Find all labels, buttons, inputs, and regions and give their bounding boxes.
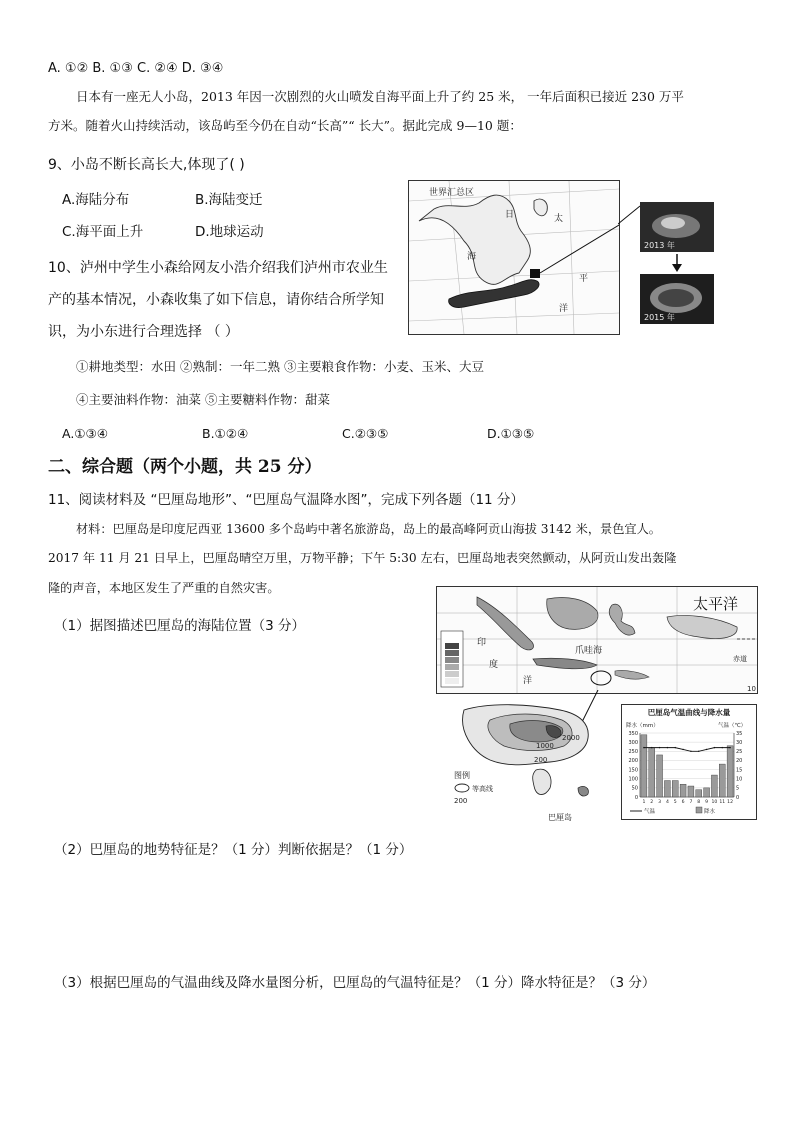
legend-precip-swatch bbox=[696, 807, 702, 813]
temp-point-9 bbox=[706, 749, 707, 750]
photo-2015-label: 2015 年 bbox=[644, 313, 675, 322]
photo-2013-label: 2013 年 bbox=[644, 241, 675, 250]
legend-value: 200 bbox=[454, 797, 468, 805]
contour-200-label: 200 bbox=[534, 756, 548, 764]
climate-chart-svg bbox=[622, 705, 756, 819]
q10-option-c[interactable]: C.②③⑤ bbox=[342, 426, 389, 441]
y-tick-50: 50 bbox=[631, 785, 638, 792]
precip-bar-5 bbox=[672, 781, 678, 797]
q11-stem: 11、阅读材料及 “巴厘岛地形”、“巴厘岛气温降水图”，完成下列各题（11 分） bbox=[48, 492, 524, 508]
bali-climate-chart bbox=[621, 704, 757, 820]
svg-text:洋: 洋 bbox=[559, 304, 569, 314]
contour-2000-label: 2000 bbox=[562, 734, 580, 742]
volcano-photos bbox=[618, 198, 718, 328]
precip-bar-1 bbox=[641, 735, 647, 797]
temp-point-8 bbox=[698, 751, 699, 752]
indonesia-map-drawing bbox=[437, 587, 757, 693]
y2-tick-0: 0 bbox=[736, 794, 740, 801]
y-tick-200: 200 bbox=[628, 758, 638, 765]
contour-1000-label: 1000 bbox=[536, 742, 554, 750]
q9-option-b[interactable]: B.海陆变迁 bbox=[195, 192, 263, 208]
temp-point-7 bbox=[690, 751, 691, 752]
temp-point-12 bbox=[729, 747, 730, 748]
legend-item: 等高线 bbox=[472, 785, 493, 793]
y2-tick-20: 20 bbox=[736, 758, 743, 765]
svg-text:日: 日 bbox=[505, 210, 515, 220]
section2-title: 二、综合题（两个小题，共 25 分） bbox=[48, 457, 322, 477]
precip-bar-3 bbox=[657, 755, 663, 797]
indian-ocean-label-1: 印 bbox=[477, 638, 487, 648]
bali-name-label: 巴厘岛 bbox=[548, 813, 572, 822]
y-tick-150: 150 bbox=[628, 767, 638, 774]
month-label-3: 3 bbox=[658, 800, 662, 805]
temp-point-10 bbox=[714, 747, 715, 748]
q8-options: A. ①② B. ①③ C. ②④ D. ③④ bbox=[48, 61, 224, 76]
month-label-1: 1 bbox=[642, 800, 646, 805]
japan-map-drawing bbox=[409, 181, 619, 334]
month-label-8: 8 bbox=[697, 800, 701, 805]
precip-bar-2 bbox=[649, 748, 655, 797]
southern-peninsula bbox=[533, 769, 551, 794]
q9-stem: 9、小岛不断长高长大,体现了( ) bbox=[48, 157, 245, 173]
indonesia-region-map bbox=[436, 586, 758, 694]
precip-bar-9 bbox=[704, 788, 710, 797]
temp-point-4 bbox=[667, 747, 668, 748]
q9-option-d[interactable]: D.地球运动 bbox=[195, 224, 264, 240]
svg-text:海: 海 bbox=[467, 252, 477, 262]
q11-sub2: （2）巴厘岛的地势特征是？（1 分）判断依据是？（1 分） bbox=[54, 842, 413, 858]
contour-legend-icon bbox=[455, 784, 469, 792]
java-sea-label: 爪哇海 bbox=[575, 646, 603, 656]
pacific-label: 太平洋 bbox=[693, 595, 739, 613]
island-material-line2: 方米。随着火山持续活动，该岛屿至今仍在自动“长高”“ 长大”。据此完成 9—10 题： bbox=[48, 118, 522, 133]
q10-line2: 产的基本情况，小森收集了如下信息，请你结合所学知 bbox=[48, 292, 384, 308]
y-tick-250: 250 bbox=[628, 749, 638, 756]
q10-option-a[interactable]: A.①③④ bbox=[62, 426, 108, 441]
precip-bar-4 bbox=[664, 781, 670, 797]
y-tick-350: 350 bbox=[628, 730, 638, 737]
y2-tick-30: 30 bbox=[736, 739, 743, 746]
y2-tick-35: 35 bbox=[736, 730, 743, 737]
q11-material-line3: 隆的声音，本地区发生了严重的自然灾害。 bbox=[48, 581, 280, 595]
y2-tick-5: 5 bbox=[736, 785, 740, 792]
month-label-6: 6 bbox=[681, 800, 685, 805]
precip-bar-7 bbox=[688, 786, 694, 797]
temp-point-3 bbox=[659, 747, 660, 748]
indian-ocean-label-2: 度 bbox=[489, 660, 499, 670]
chart-title: 巴厘岛气温曲线与降水量 bbox=[647, 708, 731, 717]
equator-label: 赤道 bbox=[733, 655, 747, 663]
temp-point-1 bbox=[643, 747, 644, 748]
month-label-11: 11 bbox=[719, 800, 726, 805]
legend-temp-label: 气温 bbox=[644, 809, 656, 815]
month-label-9: 9 bbox=[705, 800, 709, 805]
month-label-7: 7 bbox=[689, 800, 693, 805]
q9-option-c[interactable]: C.海平面上升 bbox=[62, 224, 144, 240]
island-material-line1: 日本有一座无人小岛，2013 年因一次剧烈的火山喷发自海平面上升了约 25 米， 一年后面积已接近 230 万平 bbox=[76, 89, 684, 104]
q10-line1: 10、泸州中学生小森给网友小浩介绍我们泸州市农业生 bbox=[48, 260, 388, 276]
q10-option-b[interactable]: B.①②④ bbox=[202, 426, 249, 441]
month-label-12: 12 bbox=[727, 800, 734, 805]
svg-text:太: 太 bbox=[554, 214, 564, 224]
y-tick-300: 300 bbox=[628, 739, 638, 746]
month-label-4: 4 bbox=[665, 800, 669, 805]
japan-map-label: 世界汇总区 bbox=[429, 188, 475, 198]
y-tick-100: 100 bbox=[628, 776, 638, 783]
chart-y2label: 气温（℃） bbox=[718, 723, 747, 729]
precip-bar-10 bbox=[711, 775, 717, 797]
q10-info2: ④主要油料作物：油菜 ⑤主要糖料作物：甜菜 bbox=[76, 392, 330, 407]
temp-point-11 bbox=[722, 747, 723, 748]
temp-point-5 bbox=[675, 747, 676, 748]
q11-sub1: （1）据图描述巴厘岛的海陆位置（3 分） bbox=[54, 618, 305, 634]
month-label-5: 5 bbox=[673, 800, 677, 805]
temp-point-2 bbox=[651, 747, 652, 748]
lat-10-label: 10 bbox=[747, 685, 756, 693]
y2-tick-25: 25 bbox=[736, 749, 743, 756]
q11-sub3: （3）根据巴厘岛的气温曲线及降水量图分析，巴厘岛的气温特征是？（1 分）降水特征是？（3 分） bbox=[54, 975, 656, 991]
precip-bar-8 bbox=[696, 790, 702, 797]
q9-option-a[interactable]: A.海陆分布 bbox=[62, 192, 130, 208]
precip-bar-11 bbox=[719, 764, 725, 797]
legend-title: 图例 bbox=[454, 771, 470, 780]
y-tick-0: 0 bbox=[634, 794, 638, 801]
q11-material-line1: 材料：巴厘岛是印度尼西亚 13600 多个岛屿中著名旅游岛，岛上的最高峰阿贡山海拔 3142 米，景色宜人。 bbox=[76, 522, 661, 536]
y2-tick-15: 15 bbox=[736, 767, 743, 774]
legend-precip-label: 降水 bbox=[704, 809, 716, 815]
temp-point-6 bbox=[682, 749, 683, 750]
month-label-10: 10 bbox=[711, 800, 718, 805]
month-label-2: 2 bbox=[650, 800, 654, 805]
precip-bar-6 bbox=[680, 784, 686, 797]
precip-bar-12 bbox=[727, 746, 733, 797]
bali-topo-map bbox=[450, 700, 620, 830]
svg-text:平: 平 bbox=[579, 274, 589, 284]
q10-option-d[interactable]: D.①③⑤ bbox=[487, 426, 535, 441]
q10-info1: ①耕地类型：水田 ②熟制：一年二熟 ③主要粮食作物：小麦、玉米、大豆 bbox=[76, 359, 484, 374]
chart-ylabel: 降水（mm） bbox=[626, 723, 659, 729]
q11-material-line2: 2017 年 11 月 21 日早上，巴厘岛晴空万里，万物平静；下午 5:30 左右，巴厘岛地表突然颤动，从阿贡山发出轰隆 bbox=[48, 551, 677, 565]
y2-tick-10: 10 bbox=[736, 776, 743, 783]
indian-ocean-label-3: 洋 bbox=[523, 676, 533, 686]
japan-volcano-map bbox=[408, 180, 620, 335]
temperature-line bbox=[644, 748, 730, 752]
q10-line3: 识，为小东进行合理选择 （ ） bbox=[48, 324, 239, 340]
